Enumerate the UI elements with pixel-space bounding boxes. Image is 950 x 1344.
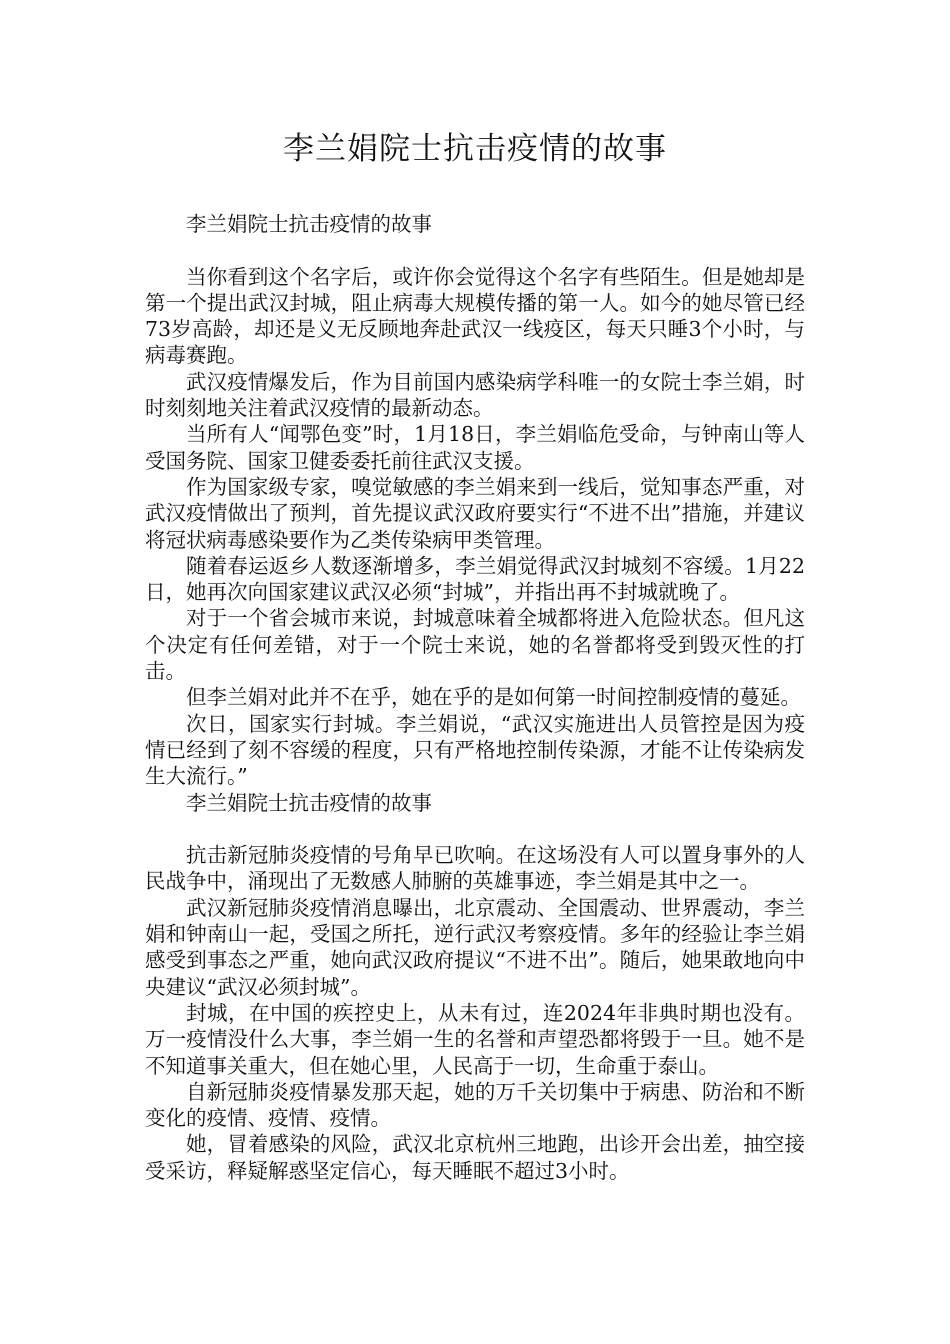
- document-title: 李兰娟院士抗击疫情的故事: [283, 131, 667, 167]
- blank-line: [145, 816, 805, 842]
- paragraph: 对于一个省会城市来说，封城意味着全城都将进入危险状态。但凡这个决定有任何差错，对于一个院士来说，她的名誉都将受到毁灭性的打击。: [145, 606, 805, 684]
- paragraph: 当你看到这个名字后，或许你会觉得这个名字有些陌生。但是她却是第一个提出武汉封城，阻止病毒大规模传播的第一人。如今的她尽管已经73岁高龄，却还是义无反顾地奔赴武汉一线疫区，每天只睡3个小时，与病毒赛跑。: [145, 264, 805, 368]
- paragraph: 她，冒着感染的风险，武汉北京杭州三地跑，出诊开会出差，抽空接受采访，释疑解惑坚定信心，每天睡眠不超过3小时。: [145, 1132, 805, 1183]
- paragraph: 次日，国家实行封城。李兰娟说，“武汉实施进出人员管控是因为疫情已经到了刻不容缓的程度，只有严格地控制传染源，才能不让传染病发生大流行。”: [145, 711, 805, 789]
- paragraph: 当所有人“闻鄂色变”时，1月18日，李兰娟临危受命，与钟南山等人受国务院、国家卫健委委托前往武汉支援。: [145, 422, 805, 473]
- paragraph: 封城，在中国的疾控史上，从未有过，连2024年非典时期也没有。万一疫情没什么大事，李兰娟一生的名誉和声望恐都将毁于一旦。她不是不知道事关重大，但在她心里，人民高于一切，生命重于泰山。: [145, 1000, 805, 1078]
- section-heading-2: 李兰娟院士抗击疫情的故事: [186, 790, 432, 815]
- paragraph: 但李兰娟对此并不在乎，她在乎的是如何第一时间控制疫情的蔓延。: [186, 685, 801, 710]
- paragraph: 武汉新冠肺炎疫情消息曝出，北京震动、全国震动、世界震动，李兰娟和钟南山一起，受国之所托，逆行武汉考察疫情。多年的经验让李兰娟感受到事态之严重，她向武汉政府提议“不进不出”。随后，她果敢地向中央建议“武汉必须封城”。: [145, 895, 805, 999]
- blank-line: [145, 237, 805, 263]
- paragraph: 武汉疫情爆发后，作为目前国内感染病学科唯一的女院士李兰娟，时时刻刻地关注着武汉疫情的最新动态。: [145, 369, 805, 421]
- paragraph: 随着春运返乡人数逐渐增多，李兰娟觉得武汉封城刻不容缓。1月22日，她再次向国家建议武汉必须“封城”，并指出再不封城就晚了。: [145, 553, 805, 605]
- section-heading-1: 李兰娟院士抗击疫情的故事: [186, 212, 432, 236]
- paragraph: 作为国家级专家，嗅觉敏感的李兰娟来到一线后，觉知事态严重，对武汉疫情做出了预判，首先提议武汉政府要实行“不进不出”措施，并建议将冠状病毒感染要作为乙类传染病甲类管理。: [145, 474, 805, 552]
- paragraph: 抗击新冠肺炎疫情的号角早已吹响。在这场没有人可以置身事外的人民战争中，涌现出了无数感人肺腑的英雄事迹，李兰娟是其中之一。: [145, 843, 805, 894]
- paragraph: 自新冠肺炎疫情暴发那天起，她的万千关切集中于病患、防治和不断变化的疫情、疫情、疫情。: [145, 1079, 805, 1131]
- document-page: [145, 122, 805, 1184]
